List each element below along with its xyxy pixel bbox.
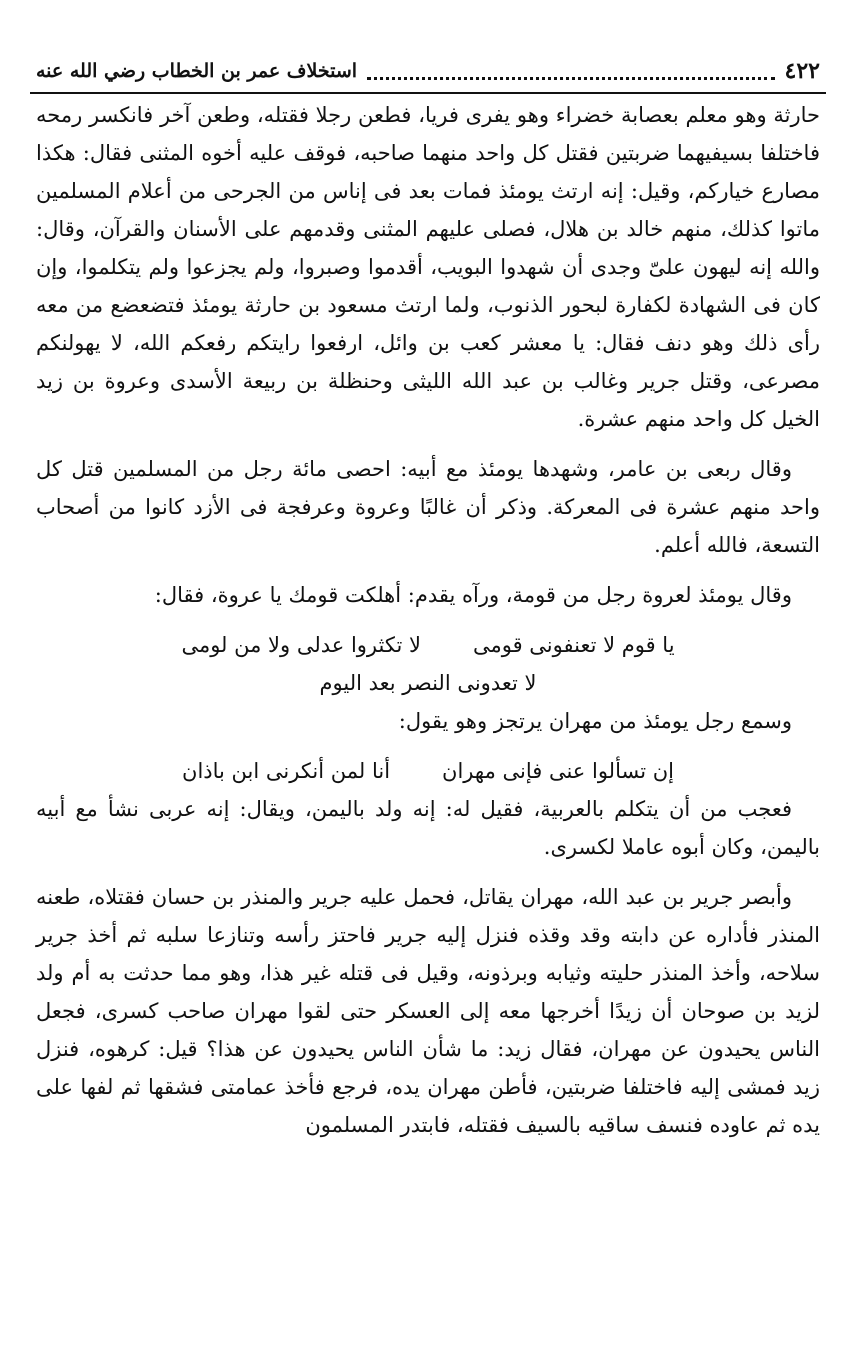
verse-3-first-hemistich: إن تسألوا عنى فإنى مهران: [442, 759, 674, 783]
page-body: [36, 96, 820, 1144]
paragraph-gap: [36, 740, 820, 752]
verse-1-second-hemistich: لا تكثروا عدلى ولا من لومى: [181, 633, 421, 657]
paragraph-4: وسمع رجل يومئذ من مهران يرتجز وهو يقول:: [398, 709, 792, 733]
paragraph-gap: [36, 866, 820, 878]
verse-1-first-hemistich: يا قوم لا تعنفونى قومى: [472, 633, 675, 657]
header-dot-leader: [367, 63, 775, 80]
header-rule: [30, 92, 826, 94]
paragraph-gap: [36, 564, 820, 576]
paragraph-3: وقال يومئذ لعروة رجل من قومة، ورآه يقدم: أهلكت قومك يا عروة، فقال:: [154, 583, 792, 607]
verse-3-second-hemistich: أنا لمن أنكرنى ابن باذان: [182, 759, 391, 783]
page-number: ٤٢٢: [784, 58, 820, 84]
paragraph-5: فعجب من أن يتكلم بالعربية، فقيل له: إنه ولد باليمن، ويقال: إنه عربى نشأ مع أبيه باليمن، وكان أبوه عاملا لكسرى.: [36, 797, 820, 859]
paragraph-2: وقال ربعى بن عامر، وشهدها يومئذ مع أبيه: احصى مائة رجل من المسلمين قتل كل واحد منهم عشرة فى المعركة. وذكر أن غالبًا وعروة وعرفجة فى الأزد كانوا من أصحاب التسعة، فالله أعلم.: [36, 457, 820, 557]
verse-line-2: لا تعدونى النصر بعد اليوم: [319, 671, 537, 695]
verse-line-1: [36, 626, 820, 664]
verse-line-3: [36, 752, 820, 790]
paragraph-gap: [36, 438, 820, 450]
paragraph-1: حارثة وهو معلم بعصابة خضراء وهو يفرى فريا، فطعن رجلا فقتله، وطعن آخر فانكسر رمحه فاختلفا بسيفيهما ضربتين فقتل كل واحد منهما صاحبه، فوقف عليه أخوه المثنى فقال: هكذا مصارع خياركم، وقيل: إنه ارتث يومئذ فمات بعد فى إناس من الجرحى من أعلام المسلمين ماتوا كذلك، منهم خالد بن هلال، فصلى عليهم المثنى وقدمهم على الأسنان والقرآن، وقال: والله إنه ليهون علىّ وجدى أن شهدوا البويب، أقدموا وصبروا، ولم يجزعوا ولم يتكلموا، وإن كان فى الشهادة لكفارة لبحور الذنوب، ولما ارتث مسعود بن حارثة يومئذ فتضعضع من معه رأى ذلك وهو دنف فقال: يا معشر كعب بن وائل، ارفعوا رايتكم رفعكم الله، لا يهولنكم مصرعى، وقتل جرير وغالب بن عبد الله الليثى وحنظلة بن ربيعة الأسدى وعروة بن زيد الخيل كل واحد منهم عشرة.: [36, 103, 820, 431]
paragraph-gap: [36, 614, 820, 626]
page-header: [36, 54, 820, 88]
running-title: استخلاف عمر بن الخطاب رضي الله عنه: [36, 60, 358, 82]
paragraph-6: وأبصر جرير بن عبد الله، مهران يقاتل، فحمل عليه جرير والمنذر بن حسان فقتلاه، طعنه المنذر فأداره عن دابته وقد وقذه فنزل إليه جرير فاحتز رأسه وتنازعا سلبه ثم أخذ جرير سلاحه، وأخذ المنذر حليته وثيابه وبرذونه، وقيل فى قتله غير هذا، وهو مما حدثت به أم ولد لزيد بن صوحان أن زيدًا أخرجها معه إلى العسكر حتى لقوا مهران صاحب كسرى، فجعل الناس يحيدون عن مهران، فقال زيد: ما شأن الناس يحيدون عن هذا؟ قيل: كرهوه، فنزل زيد فمشى إليه فاختلفا ضربتين، فأطن مهران يده، فرجع فأخذ عمامتى فشقها ثم لفها على يده ثم عاوده فنسف ساقيه بالسيف فقتله، فابتدر المسلمون: [36, 885, 820, 1137]
